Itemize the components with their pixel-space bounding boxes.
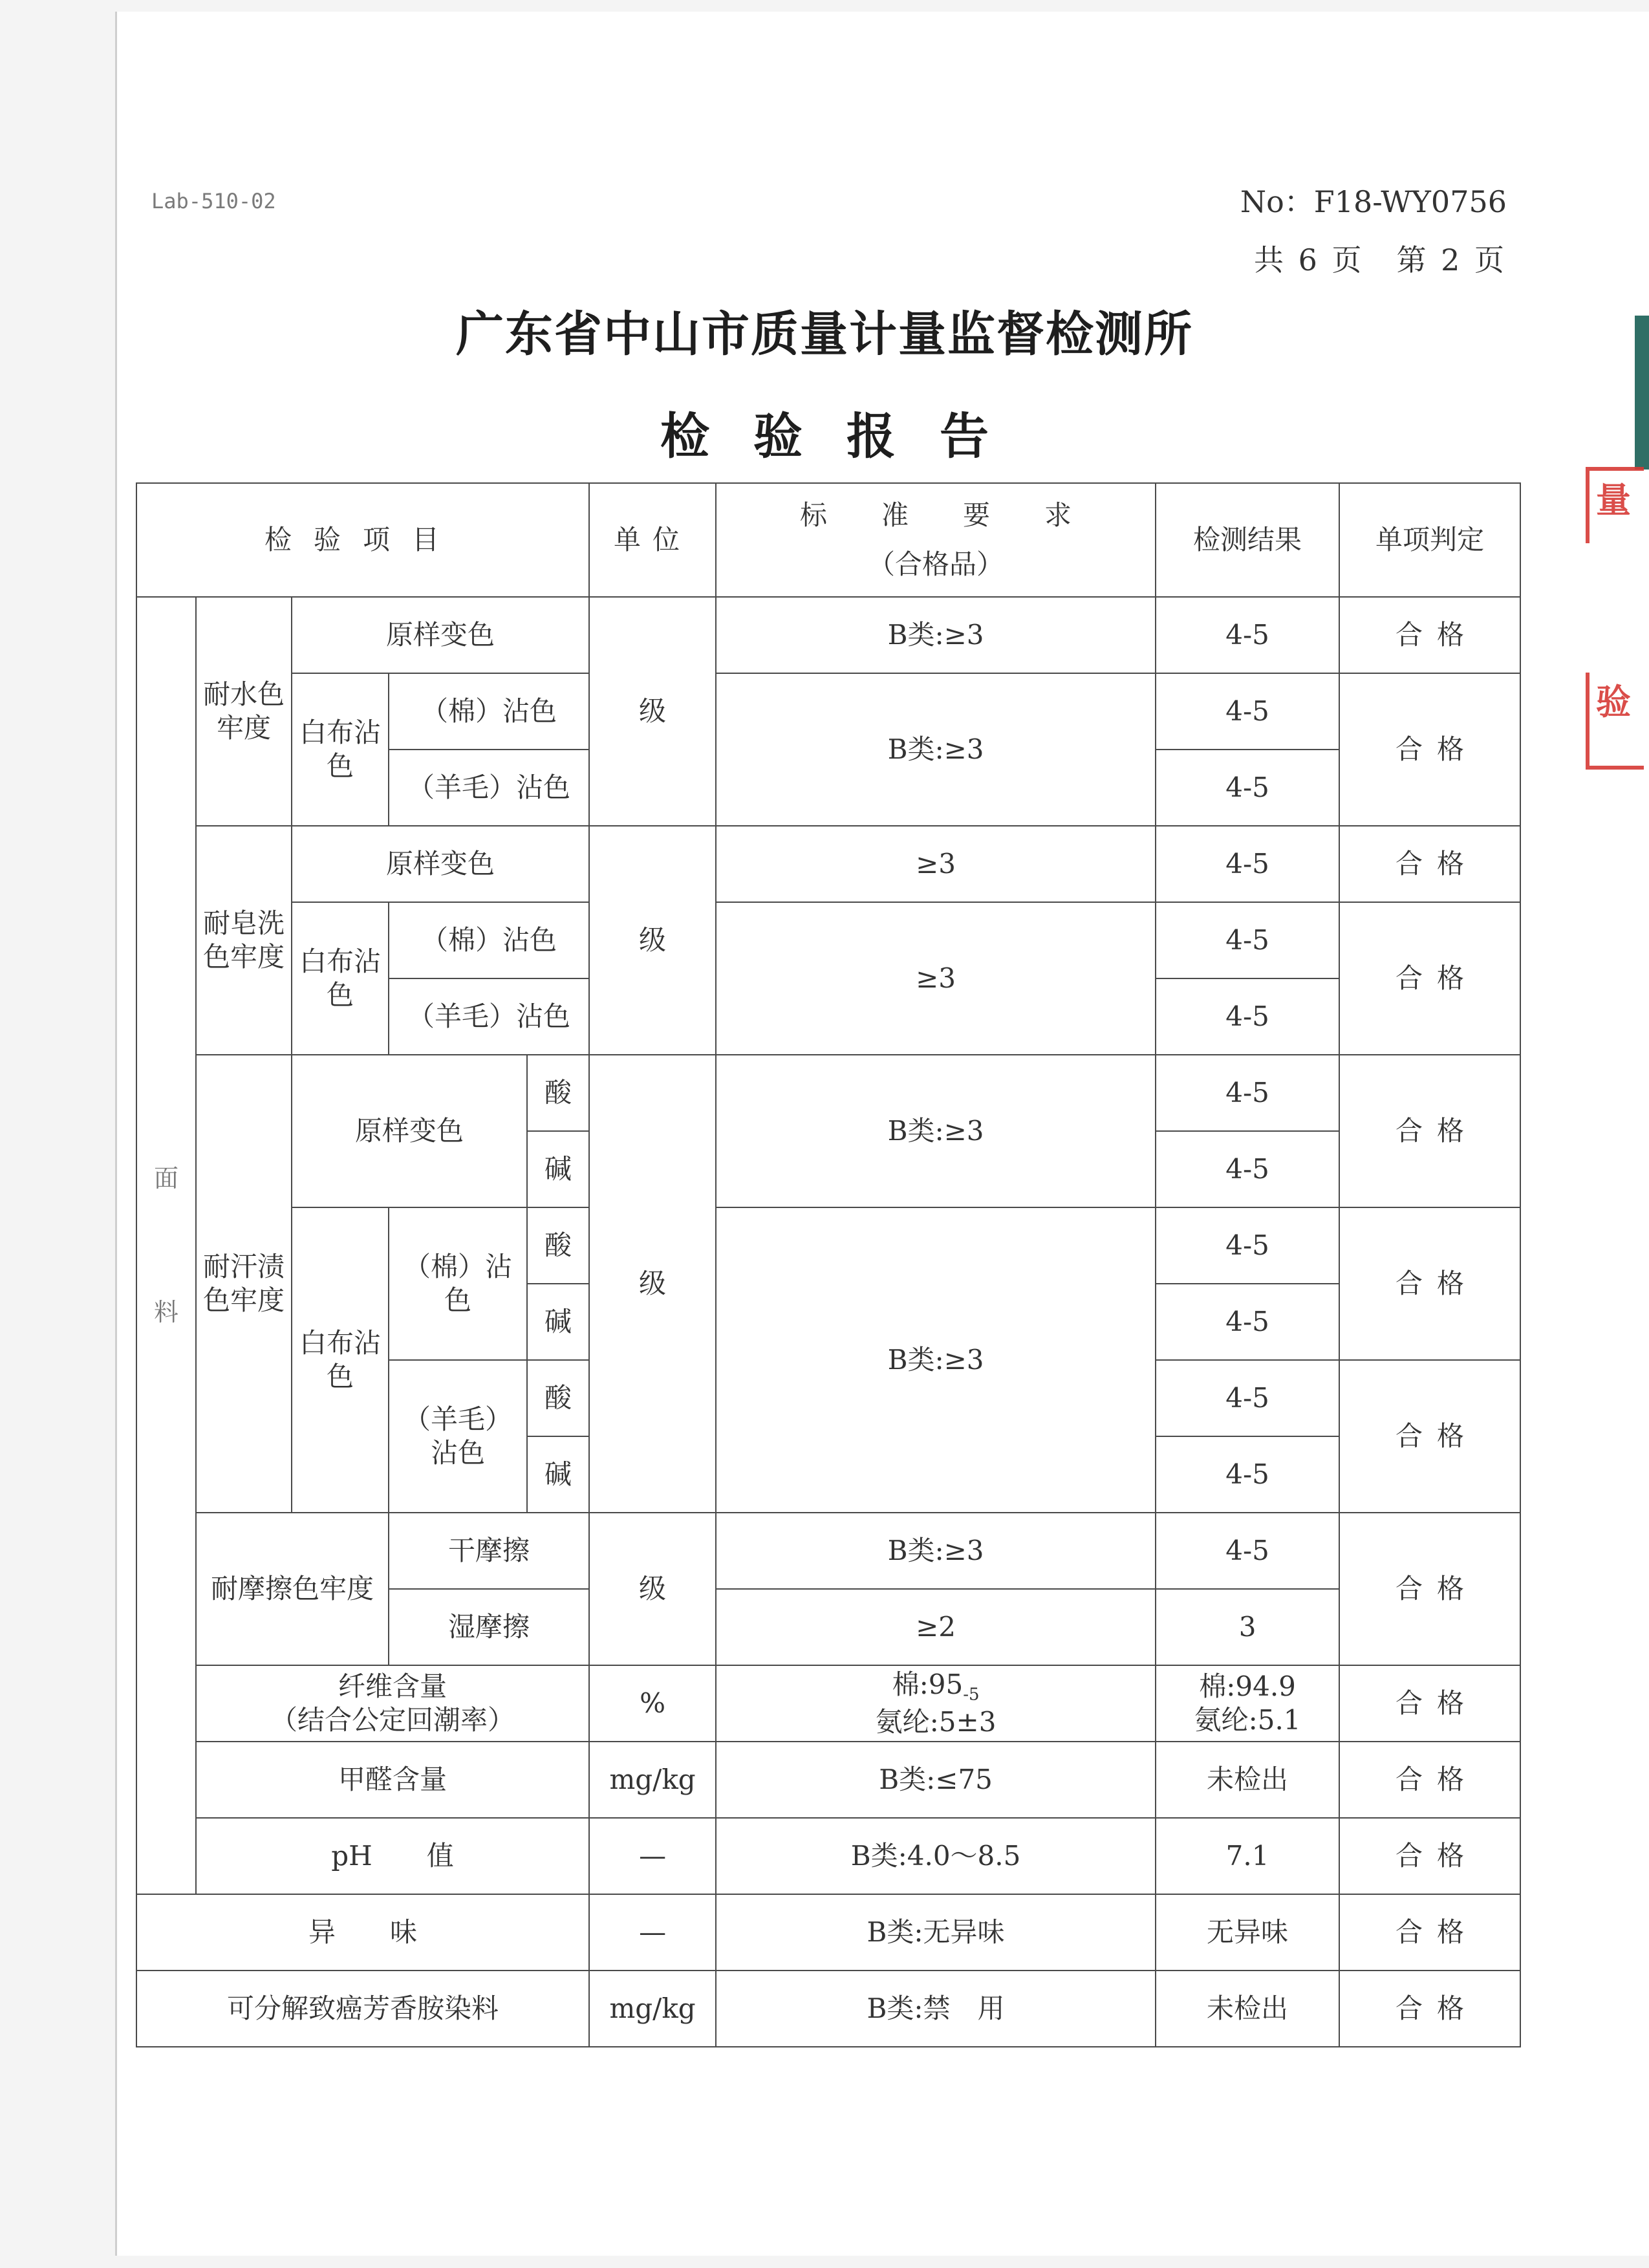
odor-unit: — xyxy=(589,1894,716,1971)
rub-wet-standard: ≥2 xyxy=(716,1589,1156,1665)
soap-cotton-result: 4-5 xyxy=(1156,902,1339,978)
soap-unit: 级 xyxy=(589,826,716,1055)
soap-stain-verdict: 合格 xyxy=(1339,902,1520,1055)
soap-orig-result: 4-5 xyxy=(1156,826,1339,902)
rub-fastness-label: 耐摩擦色牢度 xyxy=(196,1513,389,1665)
formaldehyde-standard: B类:≤75 xyxy=(716,1742,1156,1818)
sweat-orig-alkali-result: 4-5 xyxy=(1156,1131,1339,1207)
table-row xyxy=(136,1513,1520,1589)
red-seal-stamp-top: 量 xyxy=(1586,467,1644,543)
soap-orig-item: 原样变色 xyxy=(292,826,589,902)
fiber-unit: % xyxy=(589,1665,716,1742)
organization-title: 广东省中山市质量计量监督检测所 xyxy=(456,307,1193,362)
ph-item: pH 值 xyxy=(196,1818,589,1894)
rub-dry-item: 干摩擦 xyxy=(389,1513,589,1589)
sweat-fastness-label: 耐汗渍色牢度 xyxy=(196,1055,292,1513)
odor-item: 异 味 xyxy=(136,1894,589,1971)
water-stain-standard: B类:≥3 xyxy=(716,673,1156,826)
report-title: 检验报告 xyxy=(660,407,1033,465)
sweat-unit: 级 xyxy=(589,1055,716,1513)
page-count: 共 6 页 第 2 页 xyxy=(1253,243,1507,277)
header-standard xyxy=(716,483,1156,597)
rub-wet-result: 3 xyxy=(1156,1589,1339,1665)
group-fabric: 面 料 xyxy=(136,597,196,1894)
amine-item: 可分解致癌芳香胺染料 xyxy=(136,1971,589,2047)
header-item: 检验项目 xyxy=(136,483,589,597)
table-row xyxy=(136,1971,1520,2047)
table-row xyxy=(136,1665,1520,1742)
water-cotton-result: 4-5 xyxy=(1156,673,1339,750)
rub-verdict: 合格 xyxy=(1339,1513,1520,1665)
formaldehyde-result: 未检出 xyxy=(1156,1742,1339,1818)
header-unit: 单位 xyxy=(589,483,716,597)
formaldehyde-unit: mg/kg xyxy=(589,1742,716,1818)
table-row xyxy=(136,1207,1520,1284)
table-row xyxy=(136,673,1520,750)
soap-fastness-label: 耐皂洗色牢度 xyxy=(196,826,292,1055)
amine-unit: mg/kg xyxy=(589,1971,716,2047)
header-standard-line1: 标 准 要 求 xyxy=(800,499,1072,531)
sweat-cotton-alkali: 碱 xyxy=(527,1284,589,1360)
table-row xyxy=(136,1742,1520,1818)
water-wool-result: 4-5 xyxy=(1156,750,1339,826)
ph-standard: B类:4.0～8.5 xyxy=(716,1818,1156,1894)
sweat-orig-acid-result: 4-5 xyxy=(1156,1055,1339,1131)
report-number: No：F18-WY0756 xyxy=(1240,184,1507,219)
soap-wool-item: （羊毛）沾色 xyxy=(389,978,589,1055)
soap-stain-label: 白布沾色 xyxy=(292,902,389,1055)
amine-result: 未检出 xyxy=(1156,1971,1339,2047)
water-orig-result: 4-5 xyxy=(1156,597,1339,673)
sweat-wool-acid-result: 4-5 xyxy=(1156,1360,1339,1436)
sweat-cotton-alkali-result: 4-5 xyxy=(1156,1284,1339,1360)
odor-result: 无异味 xyxy=(1156,1894,1339,1971)
amine-standard: B类:禁 用 xyxy=(716,1971,1156,2047)
sweat-wool-verdict: 合格 xyxy=(1339,1360,1520,1513)
lab-form-code: Lab-510-02 xyxy=(151,189,276,213)
table-row xyxy=(136,597,1520,673)
sweat-orig-acid: 酸 xyxy=(527,1055,589,1131)
water-stain-verdict: 合格 xyxy=(1339,673,1520,826)
soap-stain-standard: ≥3 xyxy=(716,902,1156,1055)
table-row xyxy=(136,1894,1520,1971)
sweat-stain-standard: B类:≥3 xyxy=(716,1207,1156,1513)
sweat-cotton-acid: 酸 xyxy=(527,1207,589,1284)
water-stain-label: 白布沾色 xyxy=(292,673,389,826)
odor-verdict: 合格 xyxy=(1339,1894,1520,1971)
amine-verdict: 合格 xyxy=(1339,1971,1520,2047)
table-row xyxy=(136,826,1520,902)
formaldehyde-verdict: 合格 xyxy=(1339,1742,1520,1818)
inspection-table xyxy=(136,482,1521,2047)
sweat-wool-item: （羊毛）沾色 xyxy=(389,1360,527,1513)
odor-standard: B类:无异味 xyxy=(716,1894,1156,1971)
rub-dry-result: 4-5 xyxy=(1156,1513,1339,1589)
sweat-wool-alkali: 碱 xyxy=(527,1436,589,1513)
fiber-item: 纤维含量 （结合公定回潮率） xyxy=(196,1665,589,1742)
ph-result: 7.1 xyxy=(1156,1818,1339,1894)
soap-cotton-item: （棉）沾色 xyxy=(389,902,589,978)
sweat-orig-standard: B类:≥3 xyxy=(716,1055,1156,1207)
rub-wet-item: 湿摩擦 xyxy=(389,1589,589,1665)
sweat-cotton-verdict: 合格 xyxy=(1339,1207,1520,1360)
ph-verdict: 合格 xyxy=(1339,1818,1520,1894)
fiber-verdict: 合格 xyxy=(1339,1665,1520,1742)
water-unit: 级 xyxy=(589,597,716,826)
ph-unit: — xyxy=(589,1818,716,1894)
table-row xyxy=(136,1818,1520,1894)
formaldehyde-item: 甲醛含量 xyxy=(196,1742,589,1818)
soap-wool-result: 4-5 xyxy=(1156,978,1339,1055)
rub-unit: 级 xyxy=(589,1513,716,1665)
fiber-result: 棉:94.9 氨纶:5.1 xyxy=(1156,1665,1339,1742)
water-fastness-label: 耐水色牢度 xyxy=(196,597,292,826)
sweat-cotton-acid-result: 4-5 xyxy=(1156,1207,1339,1284)
sweat-wool-alkali-result: 4-5 xyxy=(1156,1436,1339,1513)
fiber-standard: 棉$:95_{-5}$ 氨纶:5±3 xyxy=(716,1665,1156,1742)
soap-orig-standard: ≥3 xyxy=(716,826,1156,902)
water-wool-item: （羊毛）沾色 xyxy=(389,750,589,826)
water-cotton-item: （棉）沾色 xyxy=(389,673,589,750)
sweat-orig-item: 原样变色 xyxy=(292,1055,527,1207)
sweat-cotton-item: （棉）沾色 xyxy=(389,1207,527,1360)
table-row xyxy=(136,1055,1520,1131)
sweat-stain-label: 白布沾色 xyxy=(292,1207,389,1513)
header-verdict: 单项判定 xyxy=(1339,483,1520,597)
water-orig-item: 原样变色 xyxy=(292,597,589,673)
red-seal-stamp-bottom: 验 xyxy=(1586,673,1644,770)
sweat-orig-alkali: 碱 xyxy=(527,1131,589,1207)
water-orig-standard: B类:≥3 xyxy=(716,597,1156,673)
sweat-wool-acid: 酸 xyxy=(527,1360,589,1436)
header-standard-line2: （合格品） xyxy=(868,548,1004,580)
rub-dry-standard: B类:≥3 xyxy=(716,1513,1156,1589)
table-row xyxy=(136,902,1520,978)
header-result: 检测结果 xyxy=(1156,483,1339,597)
table-header-row xyxy=(136,483,1520,597)
sweat-orig-verdict: 合格 xyxy=(1339,1055,1520,1207)
soap-orig-verdict: 合格 xyxy=(1339,826,1520,902)
water-orig-verdict: 合格 xyxy=(1339,597,1520,673)
